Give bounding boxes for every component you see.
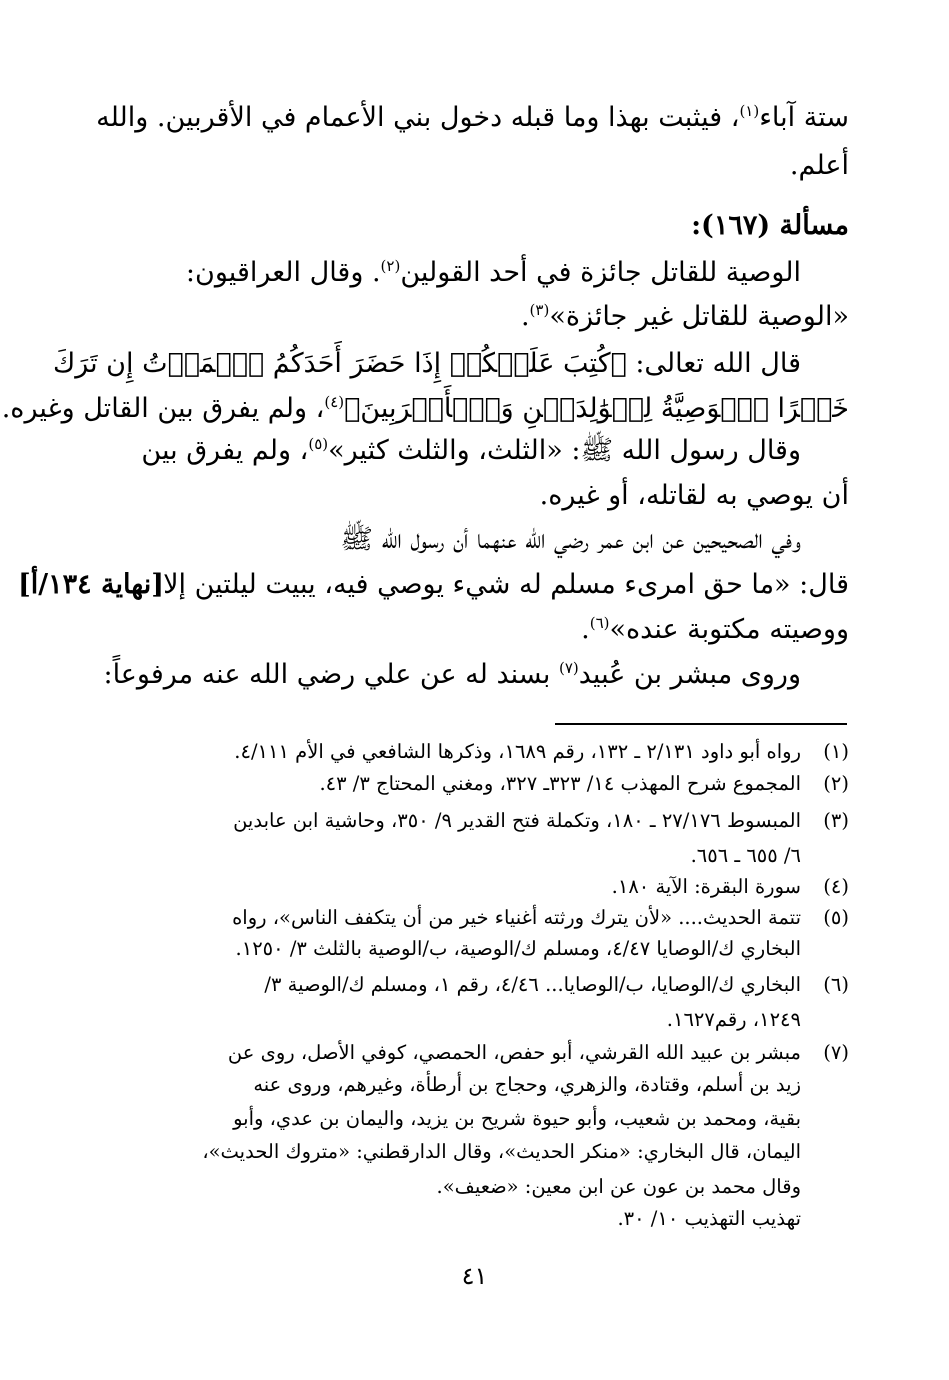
text-segment: . xyxy=(520,301,530,332)
text-line: قال الله تعالى: ﴿كُتِبَ عَلَيۡكُمۡ إِذَا حَضَرَ أَحَدَكُمُ ٱلۡمَوۡتُ إِن تَرَكَ xyxy=(52,348,801,379)
text-line xyxy=(96,98,849,138)
text-segment: وقال رسول الله ﷺ: «الثلث، والثلث كثير» xyxy=(328,435,801,466)
footnote-line xyxy=(319,769,849,799)
footnote-line xyxy=(253,1070,849,1100)
text-line xyxy=(103,655,849,695)
footnote-number: (٧) xyxy=(823,1041,849,1064)
footnote-number: (٥) xyxy=(823,906,849,929)
text-line xyxy=(790,146,849,186)
text-line xyxy=(581,610,849,650)
footnote-ref: (٥) xyxy=(308,435,329,453)
footnote-ref: (٦) xyxy=(589,614,610,632)
folio-marker: [نهاية ١٣٤/أ] xyxy=(18,569,165,600)
footnote-text: البخاري ك/الوصايا، ب/الوصايا... ٤/٤٦، رقم ١، ومسلم ك/الوصية ٣/ xyxy=(264,973,801,996)
footnote-text: بقية، ومحمد بن شعيب، وأبو حيوة شريح بن يزيد، واليمان بن عدي، وأبو xyxy=(233,1107,801,1130)
text-segment: ، ولم يفرق بين القاتل وغيره. xyxy=(1,393,325,424)
footnote-number: (٣) xyxy=(823,809,849,832)
footnote-text: ٦/ ٦٥٥ ـ ٦٥٦. xyxy=(690,844,801,867)
footnote-text: تتمة الحديث.... «لأن يترك ورثته أغنياء خير من أن يتكفف الناس»، رواه xyxy=(232,906,801,929)
footnote-number: (٢) xyxy=(823,772,849,795)
text-line xyxy=(163,565,849,605)
footnote-line xyxy=(691,841,849,871)
footnote-text: زيد بن أسلم، وقتادة، والزهري، وحجاج بن أرطأة، وغيرهم، وروى عنه xyxy=(253,1073,801,1096)
text-line xyxy=(141,431,849,471)
text-segment: بسند له عن علي رضي الله عنه مرفوعاً: xyxy=(103,659,559,690)
footnote-ref: (٢) xyxy=(380,257,401,275)
text-line xyxy=(2,389,849,429)
text-line xyxy=(521,297,849,337)
quran-verse: خَيۡرًا ٱلۡوَصِيَّةُ لِلۡوَٰلِدَيۡنِ وَٱلۡأَقۡرَبِينَ﴾ xyxy=(344,393,849,424)
footnote-line xyxy=(228,1038,849,1068)
footnote-line xyxy=(667,1005,849,1035)
footnote-ref: (٣) xyxy=(529,301,550,319)
footnote-text: رواه أبو داود ٢/١٣١ ـ ١٣٢، رقم ١٦٨٩، وذكرها الشافعي في الأم ٤/١١١. xyxy=(234,740,801,763)
footnote-number: (٦) xyxy=(823,973,849,996)
text-segment: وروى مبشر بن عُبيد xyxy=(578,659,801,690)
footnote-line xyxy=(437,1172,850,1202)
footnote-text: ١٢٤٩، رقم١٦٢٧. xyxy=(666,1008,801,1031)
text-segment: ، ولم يفرق بين xyxy=(141,435,309,466)
footnote-ref: (١) xyxy=(739,102,760,120)
footnote-ref: (٤) xyxy=(324,393,345,411)
footnote-ref: (٧) xyxy=(558,659,579,677)
footnote-line xyxy=(233,1104,849,1134)
text-segment: . xyxy=(581,614,590,645)
footnote-number: (٤) xyxy=(823,875,849,898)
footnote-line xyxy=(233,806,849,836)
footnote-text: تهذيب التهذيب ١٠/ ٣٠. xyxy=(617,1207,801,1230)
text-segment: قال: «ما حق امرىء مسلم له شيء يوصي فيه، يبيت ليلتين إلا xyxy=(163,569,849,600)
section-heading: مسألة (١٦٧): xyxy=(691,210,849,241)
footnote-line xyxy=(236,934,849,964)
text-line xyxy=(186,253,849,293)
text-segment: ، فيثبت بهذا وما قبله دخول بني الأعمام في الأقربين. والله xyxy=(96,102,740,133)
text-segment: الوصية للقاتل جائزة في أحد القولين xyxy=(400,257,801,288)
footnote-line xyxy=(617,1204,849,1234)
page-number: ٤١ xyxy=(461,1262,488,1290)
text-segment: ووصيته مكتوبة عنده» xyxy=(609,614,849,645)
text-segment: . وقال العراقيون: xyxy=(185,257,381,288)
footnote-text: مبشر بن عبيد الله القرشي، أبو حفص، الحمصي، كوفي الأصل، روى عن xyxy=(227,1041,801,1064)
footnote-number: (١) xyxy=(823,740,849,763)
footnote-text: وقال محمد بن عون عن ابن معين: «ضعيف». xyxy=(436,1175,801,1198)
footnote-text: سورة البقرة: الآية ١٨٠. xyxy=(611,875,801,898)
text-segment: أعلم. xyxy=(789,150,849,181)
footnote-line xyxy=(232,903,849,933)
footnote-line xyxy=(612,872,849,902)
footnote-text: المجموع شرح المهذب ١٤/ ٣٢٣ـ ٣٢٧، ومغني المحتاج ٣/ ٤٣. xyxy=(319,772,801,795)
text-segment: ستة آباء xyxy=(759,102,849,133)
text-line: وفي الصحيحين عن ابن عمر رضي الله عنهما أن رسول الله ﷺ xyxy=(340,524,801,555)
footnote-line xyxy=(264,970,849,1000)
footnote-line xyxy=(202,1137,849,1167)
footnote-line xyxy=(234,737,849,767)
footnote-text: البخاري ك/الوصايا ٤/٤٧، ومسلم ك/الوصية، ب/الوصية بالثلث ٣/ ١٢٥٠. xyxy=(235,937,801,960)
footnote-text: المبسوط ٢٧/١٧٦ ـ ١٨٠، وتكملة فتح القدير ٩/ ٣٥٠، وحاشية ابن عابدين xyxy=(233,809,801,832)
footnote-text: اليمان، قال البخاري: «منكر الحديث»، وقال الدارقطني: «متروك الحديث»، xyxy=(202,1140,801,1163)
text-line: أن يوصي به لقاتله، أو غيره. xyxy=(539,480,849,511)
footnote-separator xyxy=(555,723,847,725)
text-segment: «الوصية للقاتل غير جائزة» xyxy=(549,301,849,332)
